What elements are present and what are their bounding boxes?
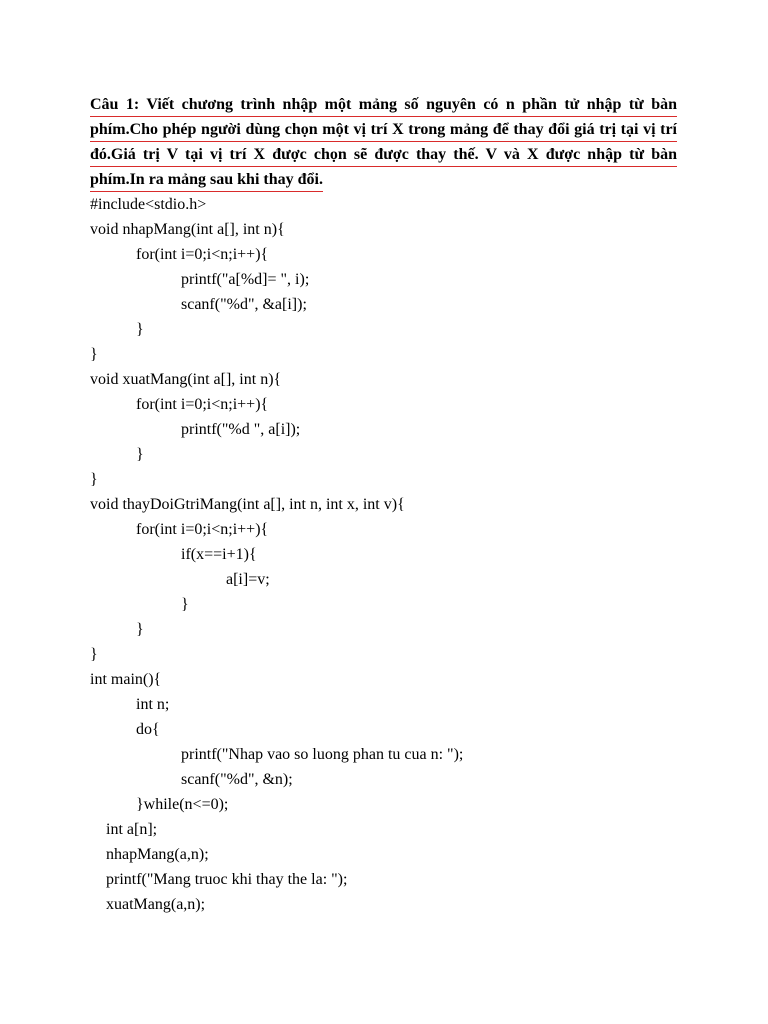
exercise-question (90, 92, 677, 192)
code-line: } (90, 646, 98, 663)
code-line: scanf("%d", &n); (181, 771, 293, 788)
question-line: phím.Cho phép người dùng chọn một vị trí X trong mảng để thay đổi giá trị tại vị trí (90, 117, 677, 142)
code-line: xuatMang(a,n); (106, 896, 206, 913)
code-line: void thayDoiGtriMang(int a[], int n, int x, int v){ (90, 496, 405, 513)
code-line: for(int i=0;i<n;i++){ (136, 396, 269, 413)
code-line: } (136, 621, 144, 638)
code-line: } (136, 321, 144, 338)
code-line: a[i]=v; (226, 571, 270, 588)
code-line: int n; (136, 696, 170, 713)
code-line: int main(){ (90, 671, 162, 688)
code-line: printf("Mang truoc khi thay the la: "); (106, 871, 348, 888)
code-line: } (90, 471, 98, 488)
code-line: printf("Nhap vao so luong phan tu cua n: "); (181, 746, 464, 763)
source-code-block (90, 192, 690, 917)
code-line: scanf("%d", &a[i]); (181, 296, 307, 313)
code-line: int a[n]; (106, 821, 158, 838)
code-line: do{ (136, 721, 160, 738)
question-line: phím.In ra mảng sau khi thay đổi. (90, 167, 323, 192)
code-line: printf("%d ", a[i]); (181, 421, 301, 438)
code-line: for(int i=0;i<n;i++){ (136, 246, 269, 263)
code-line: #include<stdio.h> (90, 196, 207, 213)
code-line: } (136, 446, 144, 463)
code-line: void xuatMang(int a[], int n){ (90, 371, 282, 388)
code-line: } (90, 346, 98, 363)
code-line: void nhapMang(int a[], int n){ (90, 221, 285, 238)
code-line: nhapMang(a,n); (106, 846, 209, 863)
code-line: } (181, 596, 189, 613)
question-line: đó.Giá trị V tại vị trí X được chọn sẽ được thay thế. V và X được nhập từ bàn (90, 142, 677, 167)
code-line: if(x==i+1){ (181, 546, 257, 563)
code-line: printf("a[%d]= ", i); (181, 271, 310, 288)
code-line: }while(n<=0); (136, 796, 229, 813)
code-line: for(int i=0;i<n;i++){ (136, 521, 269, 538)
question-line: Câu 1: Viết chương trình nhập một mảng số nguyên có n phần tử nhập từ bàn (90, 92, 677, 117)
